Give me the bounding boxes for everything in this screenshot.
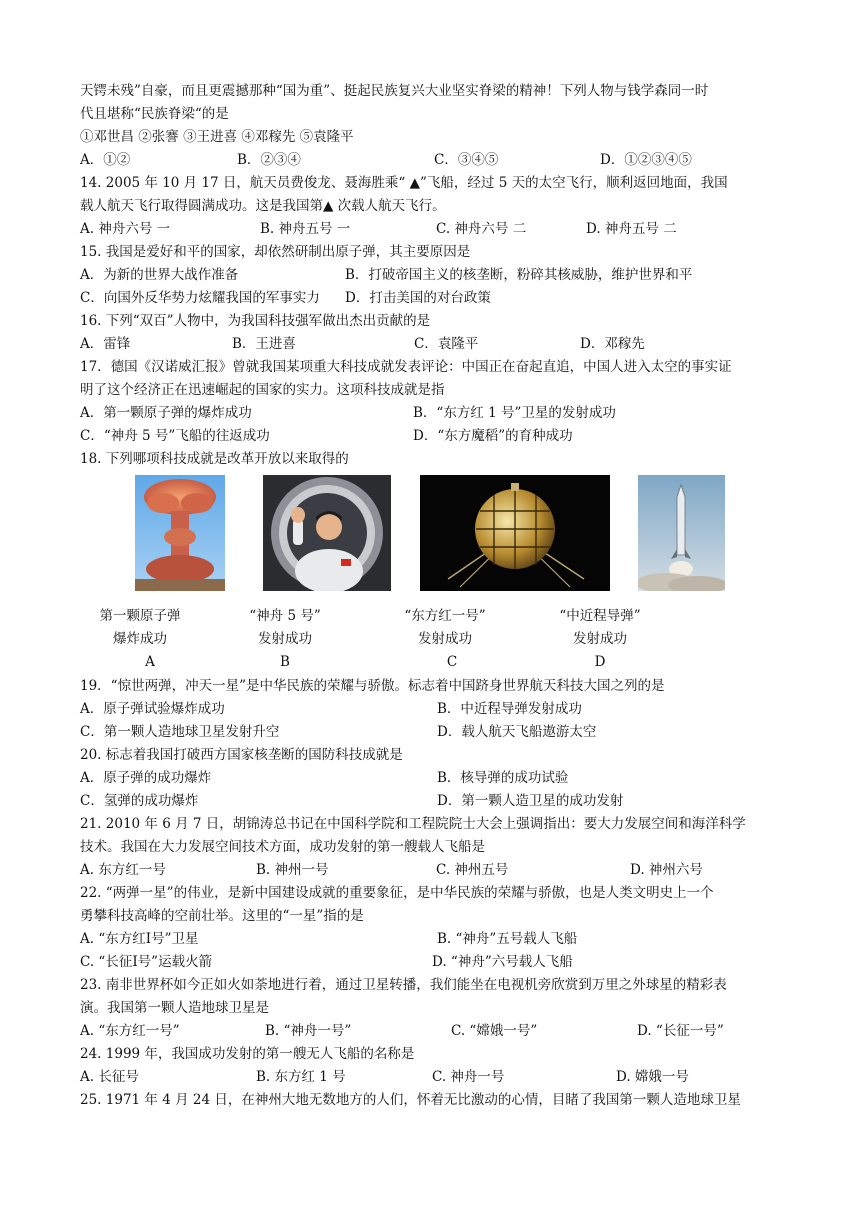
q17-option-b[interactable]: B．“东方红 1 号”卫星的发射成功 [413,405,616,421]
q14-option-a[interactable]: A. 神舟六号 一 [80,221,171,237]
q23-option-c[interactable]: C. “嫦娥一号” [451,1023,538,1039]
q22-option-d[interactable]: D. “神舟”六号载人飞船 [432,954,573,970]
q13-text-line1: 天锷未残”自豪，而且更震撼那种“国为重”、挺起民族复兴大业坚实脊梁的精神！下列人物与钱学森同一时 [80,83,709,99]
q23-text-line2: 演。我国第一颗人造地球卫星是 [80,1000,269,1016]
q18-captions [80,605,780,675]
q23-option-b[interactable]: B. “神舟一号” [265,1023,352,1039]
q21-option-d[interactable]: D. 神州六号 [630,862,703,878]
q20-text: 20. 标志着我国打破西方国家核垄断的国防科技成就是 [80,747,403,763]
caption-b-line2: 发射成功 [258,631,312,647]
caption-a-letter: A [145,654,155,670]
caption-c-line2: 发射成功 [418,631,472,647]
satellite-photo [420,475,610,591]
q18-option-c[interactable] [390,605,500,674]
q13-option-a[interactable]: A．①② [80,152,131,168]
astronaut-photo [263,475,391,591]
exam-page [80,80,780,1112]
q22-text-line1: 22. “两弹一星”的伟业，是新中国建设成就的重要象征，是中华民族的荣耀与骄傲，也是人类文明史上一个 [80,885,714,901]
q21-option-a[interactable]: A. 东方红一号 [80,862,166,878]
q23-options [80,1020,780,1043]
q21-text-line1: 21. 2010 年 6 月 7 日，胡锦涛总书记在中国科学院和工程院院士大会上强调指出：要大力发展空间和海洋科学 [80,816,746,832]
q15-option-b[interactable]: B．打破帝国主义的核垄断，粉碎其核威胁，维护世界和平 [345,267,693,283]
q17-text-line2: 明了这个经济正在迅速崛起的国家的实力。这项科技成就是指 [80,382,445,398]
q19-option-a[interactable]: A．原子弹试验爆炸成功 [80,701,225,717]
q13-option-c[interactable]: C．③④⑤ [434,152,499,168]
q24-option-b[interactable]: B. 东方红 1 号 [256,1069,346,1085]
q21-text-line2: 技术。我国在大力发展空间技术方面，成功发射的第一艘载人飞船是 [80,839,485,855]
q17-option-c[interactable]: C．“神舟 5 号”飞船的往返成功 [80,428,270,444]
q18-text: 18. 下列哪项科技成就是改革开放以来取得的 [80,451,349,467]
q15-option-c[interactable]: C．向国外反华势力炫耀我国的军事实力 [80,290,320,306]
q17-option-a[interactable]: A．第一颗原子弹的爆炸成功 [80,405,252,421]
q24-option-a[interactable]: A. 长征号 [80,1069,139,1085]
q21-option-c[interactable]: C. 神州五号 [436,862,509,878]
q14-text-line2: 载人航天飞行取得圆满成功。这是我国第▲ 次载人航天飞行。 [80,198,446,214]
q23-text-line1: 23. 南非世界杯如今正如火如荼地进行着，通过卫星转播，我们能坐在电视机旁欣赏到万里之外球星的精彩表 [80,977,727,993]
q20-options-row2 [80,790,780,813]
q18-option-a[interactable] [95,605,185,674]
q16-text: 16. 下列“双百”人物中，为我国科技强军做出杰出贡献的是 [80,313,431,329]
q20-option-b[interactable]: B．核导弹的成功试验 [437,770,569,786]
q19-option-b[interactable]: B．中近程导弹发射成功 [437,701,582,717]
caption-c-line1: “东方红一号” [404,608,486,624]
q24-options [80,1066,780,1089]
q15-options-row1 [80,264,780,287]
q18-image-row [80,475,780,605]
q23-option-a[interactable]: A. “东方红一号” [80,1023,180,1039]
caption-a-line2: 爆炸成功 [113,631,167,647]
atomic-bomb-photo [135,475,225,591]
q22-text-line2: 勇攀科技高峰的空前壮举。这里的“一星”指的是 [80,908,364,924]
q15-options-row2 [80,287,780,310]
q22-option-a[interactable]: A. “东方红Ⅰ号”卫星 [80,931,199,947]
caption-c-letter: C [446,654,458,670]
missile-photo [638,475,725,591]
q17-options-row1 [80,402,780,425]
caption-b-line1: “神舟 5 号” [249,608,321,624]
q14-text-line1: 14. 2005 年 10 月 17 日，航天员费俊龙、聂海胜乘“ ▲”飞船，经过 5 天的太空飞行，顺利返回地面，我国 [80,175,728,191]
q15-text: 15. 我国是爱好和平的国家，却依然研制出原子弹，其主要原因是 [80,244,471,260]
q15-option-a[interactable]: A．为新的世界大战作准备 [80,267,239,283]
q14-options [80,218,780,241]
q13-options [80,149,780,172]
q19-text: 19．“惊世两弹，冲天一星”是中华民族的荣耀与骄傲。标志着中国跻身世界航天科技大国之列的是 [80,678,665,694]
caption-a-line1: 第一颗原子弹 [99,608,181,624]
q14-option-b[interactable]: B. 神舟五号 一 [260,221,351,237]
q16-option-c[interactable]: C．袁隆平 [414,336,479,352]
caption-d-letter: D [594,654,606,670]
q18-option-b[interactable] [230,605,340,674]
q24-option-d[interactable]: D. 嫦娥一号 [616,1069,689,1085]
q19-options-row1 [80,698,780,721]
q22-options-row2 [80,951,780,974]
q15-option-d[interactable]: D．打击美国的对台政策 [345,290,491,306]
q16-option-d[interactable]: D．邓稼先 [580,336,645,352]
q18-option-d[interactable] [545,605,655,674]
q24-option-c[interactable]: C. 神舟一号 [432,1069,505,1085]
q19-options-row2 [80,721,780,744]
q17-option-d[interactable]: D．“东方魔稻”的育种成功 [413,428,573,444]
q20-option-d[interactable]: D．第一颗人造卫星的成功发射 [437,793,624,809]
q22-option-b[interactable]: B. “神舟”五号载人飞船 [437,931,578,947]
q20-options-row1 [80,767,780,790]
caption-d-line2: 发射成功 [573,631,627,647]
q16-options [80,333,780,356]
q20-option-c[interactable]: C．氢弹的成功爆炸 [80,793,199,809]
caption-b-letter: B [280,654,290,670]
q16-option-a[interactable]: A．雷锋 [80,336,131,352]
q22-option-c[interactable]: C. “长征Ⅰ号”运载火箭 [80,954,213,970]
q13-option-b[interactable]: B．②③④ [237,152,301,168]
q14-option-c[interactable]: C. 神舟六号 二 [436,221,527,237]
q14-option-d[interactable]: D. 神舟五号 二 [586,221,677,237]
q13-items: ①邓世昌 ②张謇 ③王进喜 ④邓稼先 ⑤袁隆平 [80,129,354,145]
q21-options [80,859,780,882]
q21-option-b[interactable]: B. 神州一号 [256,862,329,878]
q17-options-row2 [80,425,780,448]
q13-option-d[interactable]: D．①②③④⑤ [600,152,692,168]
q19-option-d[interactable]: D．载人航天飞船遨游太空 [437,724,597,740]
caption-d-line1: “中近程导弹” [559,608,641,624]
q20-option-a[interactable]: A．原子弹的成功爆炸 [80,770,212,786]
q13-text-line2: 代且堪称“民族脊梁“的是 [80,106,229,122]
q22-options-row1 [80,928,780,951]
q24-text: 24. 1999 年，我国成功发射的第一艘无人飞船的名称是 [80,1046,415,1062]
q17-text-line1: 17．德国《汉诺威汇报》曾就我国某项重大科技成就发表评论：中国正在奋起直追，中国人进入太空的事实证 [80,359,732,375]
q16-option-b[interactable]: B．王进喜 [232,336,296,352]
q25-text: 25. 1971 年 4 月 24 日，在神州大地无数地方的人们，怀着无比激动的心情，目睹了我国第一颗人造地球卫星 [80,1092,741,1108]
q19-option-c[interactable]: C．第一颗人造地球卫星发射升空 [80,724,280,740]
q23-option-d[interactable]: D. “长征一号” [637,1023,724,1039]
